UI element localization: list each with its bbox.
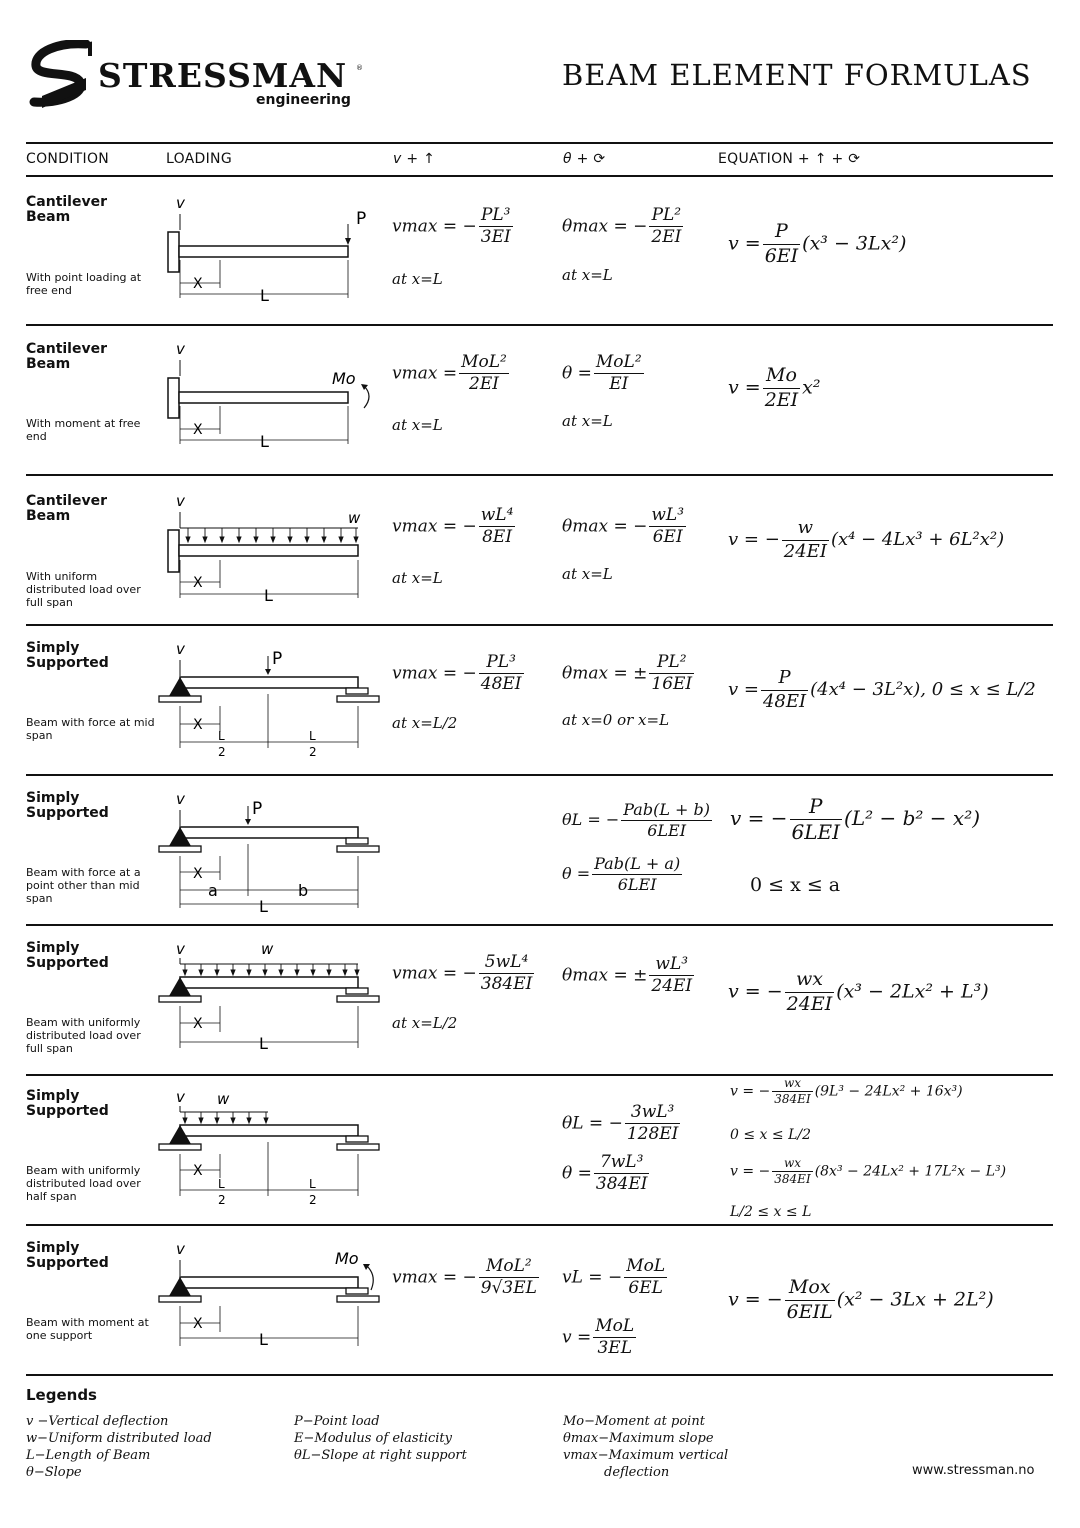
theta-location: at x=0 or x=L — [562, 711, 670, 729]
legends-title: Legends — [26, 1386, 97, 1404]
theta-formula: θmax = ± $\frac{\text{PL²}}{16EI}$ — [562, 652, 693, 695]
theta-formula: θmax = − $\frac{\text{wL³}}{6EI}$ — [562, 505, 685, 548]
loading-diagram — [160, 488, 380, 610]
brand-logo — [28, 40, 368, 115]
condition-title: Simply Supported — [26, 1088, 109, 1119]
load-label: w — [261, 940, 274, 958]
row-divider — [26, 474, 1053, 476]
deflection-equation: v = $\frac{Mo}{2EI}$ x² — [728, 364, 821, 411]
deflection-equation: v = $\frac{P}{48EI}$ (4x⁴ − 3L²x), 0 ≤ x ≤ L/2 — [728, 667, 1036, 712]
vmax-formula: vmax = − $\frac{\text{wL⁴}}{8EI}$ — [392, 505, 514, 548]
load-label: Mo — [332, 369, 356, 388]
half-span-den: 2 — [309, 1193, 317, 1207]
x-label: X — [193, 276, 203, 292]
load-label: P — [252, 799, 263, 819]
loading-diagram — [160, 190, 380, 310]
beam — [180, 677, 358, 688]
legend-item: P−Point load — [294, 1414, 380, 1429]
theta-location: at x=L — [562, 412, 613, 430]
load-label: Mo — [335, 1249, 359, 1268]
vL-formula: vL = − $\frac{\text{MoL}}{6EL}$ — [562, 1256, 666, 1299]
deflection-equation: v = − $\frac{wx}{24EI}$ (x³ − 2Lx² + L³) — [728, 968, 989, 1015]
b-label: b — [298, 881, 309, 900]
load-label: P — [356, 209, 367, 229]
row-divider — [26, 774, 1053, 776]
condition-description: Beam with force at mid span — [26, 716, 155, 742]
axis-label: v — [176, 640, 185, 658]
span-label: L — [259, 897, 268, 914]
equation-range-2: L/2 ≤ x ≤ L — [730, 1204, 812, 1220]
moment-arrow-icon — [367, 1266, 373, 1290]
load-label: P — [272, 649, 283, 669]
moment-arrow-icon — [364, 386, 369, 408]
legend-item: θ−Slope — [26, 1465, 82, 1480]
roller-support-right-icon — [337, 838, 379, 852]
x-label: X — [193, 717, 203, 733]
legend-column-2 — [294, 1413, 467, 1464]
condition-description: Beam with moment at one support — [26, 1316, 149, 1342]
legend-item: Mo−Moment at point — [563, 1414, 705, 1429]
roller-support-right-icon — [337, 688, 379, 702]
span-label: L — [259, 1034, 268, 1053]
theta-formula: θ = $\frac{\text{MoL²}}{EI}$ — [562, 352, 642, 395]
x-label: X — [193, 422, 203, 438]
distributed-load-arrows-icon — [183, 1112, 268, 1123]
load-label: w — [348, 509, 361, 527]
span-label: L — [264, 586, 273, 605]
legend-item: θmax−Maximum slope — [563, 1431, 714, 1446]
axis-label: v — [176, 1240, 185, 1258]
header-rule-bottom — [26, 175, 1053, 177]
col-header-loading: LOADING — [166, 151, 232, 167]
theta-location: at x=L — [562, 565, 613, 583]
row-divider — [26, 324, 1053, 326]
brand-registered-mark: ® — [356, 64, 363, 72]
loading-diagram — [155, 1084, 385, 1210]
distributed-load-arrows-icon — [186, 528, 358, 542]
v-formula: v = $\frac{\text{MoL}}{3EL}$ — [562, 1316, 635, 1359]
axis-label: v — [176, 492, 185, 510]
condition-description: With uniform distributed load over full span — [26, 570, 141, 609]
half-span-num: L — [218, 729, 225, 743]
vmax-location: at x=L — [392, 569, 443, 587]
beam — [179, 545, 358, 556]
theta-formula: θmax = ± $\frac{\text{wL³}}{24EI}$ — [562, 954, 693, 997]
wall-support — [168, 530, 179, 572]
deflection-equation: v = − $\frac{w}{24EI}$ (x⁴ − 4Lx³ + 6L²x²) — [728, 517, 1005, 562]
axis-label: v — [176, 1088, 185, 1106]
row-divider — [26, 1374, 1053, 1376]
loading-diagram — [155, 636, 385, 762]
col-header-deflection: v + ↑ — [393, 151, 436, 167]
beam — [180, 977, 358, 988]
row-divider — [26, 624, 1053, 626]
x-label: X — [193, 1016, 203, 1032]
vmax-formula: vmax = − $\frac{\text{PL³}}{48EI}$ — [392, 652, 522, 695]
x-label: X — [193, 1163, 203, 1179]
load-label: w — [217, 1090, 230, 1108]
col-header-condition: CONDITION — [26, 151, 110, 167]
deflection-equation: v = − $\frac{\text{Mox}}{\text{6EIL}}$ (x² − 3Lx + 2L²) — [728, 1276, 994, 1323]
brand-name: STRESSMAN — [98, 56, 348, 95]
condition-title: Simply Supported — [26, 790, 109, 821]
deflection-equation: v = $\frac{P}{6EI}$ (x³ − 3Lx²) — [728, 220, 907, 267]
theta-formula: θ = $\frac{\text{Pab(L + a)}}{\text{6LEI}}$ — [562, 854, 681, 894]
legend-item: vmax−Maximum vertical — [563, 1448, 729, 1463]
condition-title: Simply Supported — [26, 640, 109, 671]
beam — [179, 246, 348, 257]
page-title: BEAM ELEMENT FORMULAS — [562, 58, 1032, 92]
legend-column-3 — [563, 1413, 728, 1481]
vmax-location: at x=L/2 — [392, 714, 458, 732]
half-span-den: 2 — [218, 1193, 226, 1207]
condition-description: With moment at free end — [26, 417, 141, 443]
condition-description: Beam with force at a point other than mid span — [26, 866, 141, 905]
axis-label: v — [176, 790, 185, 808]
legend-item: E−Modulus of elasticity — [294, 1431, 452, 1446]
condition-title: Simply Supported — [26, 1240, 109, 1271]
theta-formula: θmax = − $\frac{\text{PL²}}{2EI}$ — [562, 205, 682, 248]
axis-label: v — [176, 194, 185, 212]
distributed-load-arrows-icon — [183, 964, 359, 975]
equation-range: 0 ≤ x ≤ a — [750, 874, 841, 896]
col-header-equation: EQUATION + ↑ + ⟳ — [718, 151, 861, 167]
half-span-num: L — [309, 1177, 316, 1191]
equation-range-1: 0 ≤ x ≤ L/2 — [730, 1127, 811, 1143]
condition-description: Beam with uniformly distributed load over half span — [26, 1164, 141, 1203]
beam — [179, 392, 348, 403]
span-label: L — [259, 1330, 268, 1349]
theta-formula: θ = $\frac{\text{7wL³}}{384EI}$ — [562, 1152, 648, 1195]
wall-support — [168, 378, 179, 418]
legend-column-1 — [26, 1413, 212, 1481]
legend-item: w−Uniform distributed load — [26, 1431, 212, 1446]
half-span-num: L — [218, 1177, 225, 1191]
legend-item: L−Length of Beam — [26, 1448, 151, 1463]
roller-support-right-icon — [337, 1288, 379, 1302]
vmax-location: at x=L — [392, 416, 443, 434]
loading-diagram — [160, 336, 380, 456]
beam — [180, 827, 358, 838]
row-divider — [26, 924, 1053, 926]
legend-item: θL−Slope at right support — [294, 1448, 467, 1463]
condition-title: Cantilever Beam — [26, 493, 107, 524]
condition-title: Cantilever Beam — [26, 194, 107, 225]
vmax-location: at x=L/2 — [392, 1014, 458, 1032]
theta-location: at x=L — [562, 266, 613, 284]
condition-title: Cantilever Beam — [26, 341, 107, 372]
beam — [180, 1125, 358, 1136]
loading-diagram — [155, 786, 385, 914]
deflection-equation-2: v = − $\frac{wx}{384EI}$ (8x³ − 24Lx² + 17L²x − L³) — [730, 1156, 1007, 1186]
vmax-formula: vmax = − $\frac{\text{5wL⁴}}{384EI}$ — [392, 952, 533, 995]
wall-support — [168, 232, 179, 272]
a-label: a — [208, 881, 218, 900]
col-header-slope: θ + ⟳ — [563, 151, 606, 167]
condition-description: With point loading at free end — [26, 271, 142, 297]
brand-subtitle: engineering — [256, 92, 351, 108]
deflection-equation: v = − $\frac{P}{\text{6LEI}}$ (L² − b² − x²) — [730, 794, 981, 844]
beam — [180, 1277, 358, 1288]
x-label: X — [193, 1316, 203, 1332]
axis-label: v — [176, 940, 185, 958]
row-divider — [26, 1224, 1053, 1226]
roller-support-right-icon — [337, 1136, 379, 1150]
thetaL-formula: θL = − $\frac{\text{Pab(L + b)}}{\text{6LEI}}$ — [562, 800, 711, 840]
condition-title: Simply Supported — [26, 940, 109, 971]
legend-item: v −Vertical deflection — [26, 1414, 169, 1429]
x-label: X — [193, 575, 203, 591]
vmax-location: at x=L — [392, 270, 443, 288]
half-span-den: 2 — [218, 745, 226, 759]
loading-diagram — [155, 1236, 385, 1354]
span-label: L — [260, 432, 269, 451]
vmax-formula: vmax = − $\frac{\text{PL³}}{3EI}$ — [392, 205, 511, 248]
loading-diagram — [155, 936, 385, 1058]
condition-description: Beam with uniformly distributed load over full span — [26, 1016, 141, 1055]
half-span-num: L — [309, 729, 316, 743]
thetaL-formula: θL = − $\frac{\text{3wL³}}{128EI}$ — [562, 1102, 679, 1145]
half-span-den: 2 — [309, 745, 317, 759]
deflection-equation-1: v = − $\frac{wx}{384EI}$ (9L³ − 24Lx² + 16x³) — [730, 1076, 963, 1106]
website-link[interactable]: www.stressman.no — [912, 1463, 1035, 1478]
span-label: L — [260, 286, 269, 305]
header-rule-top — [26, 142, 1053, 144]
roller-support-right-icon — [337, 988, 379, 1002]
axis-label: v — [176, 340, 185, 358]
legend-item: deflection — [604, 1465, 670, 1480]
vmax-formula: vmax = − $\frac{\text{MoL²}}{9√3EL}$ — [392, 1256, 537, 1299]
vmax-formula: vmax = $\frac{\text{MoL²}}{2EI}$ — [392, 352, 507, 395]
x-label: X — [193, 866, 203, 882]
stressman-logo-icon — [28, 40, 98, 112]
